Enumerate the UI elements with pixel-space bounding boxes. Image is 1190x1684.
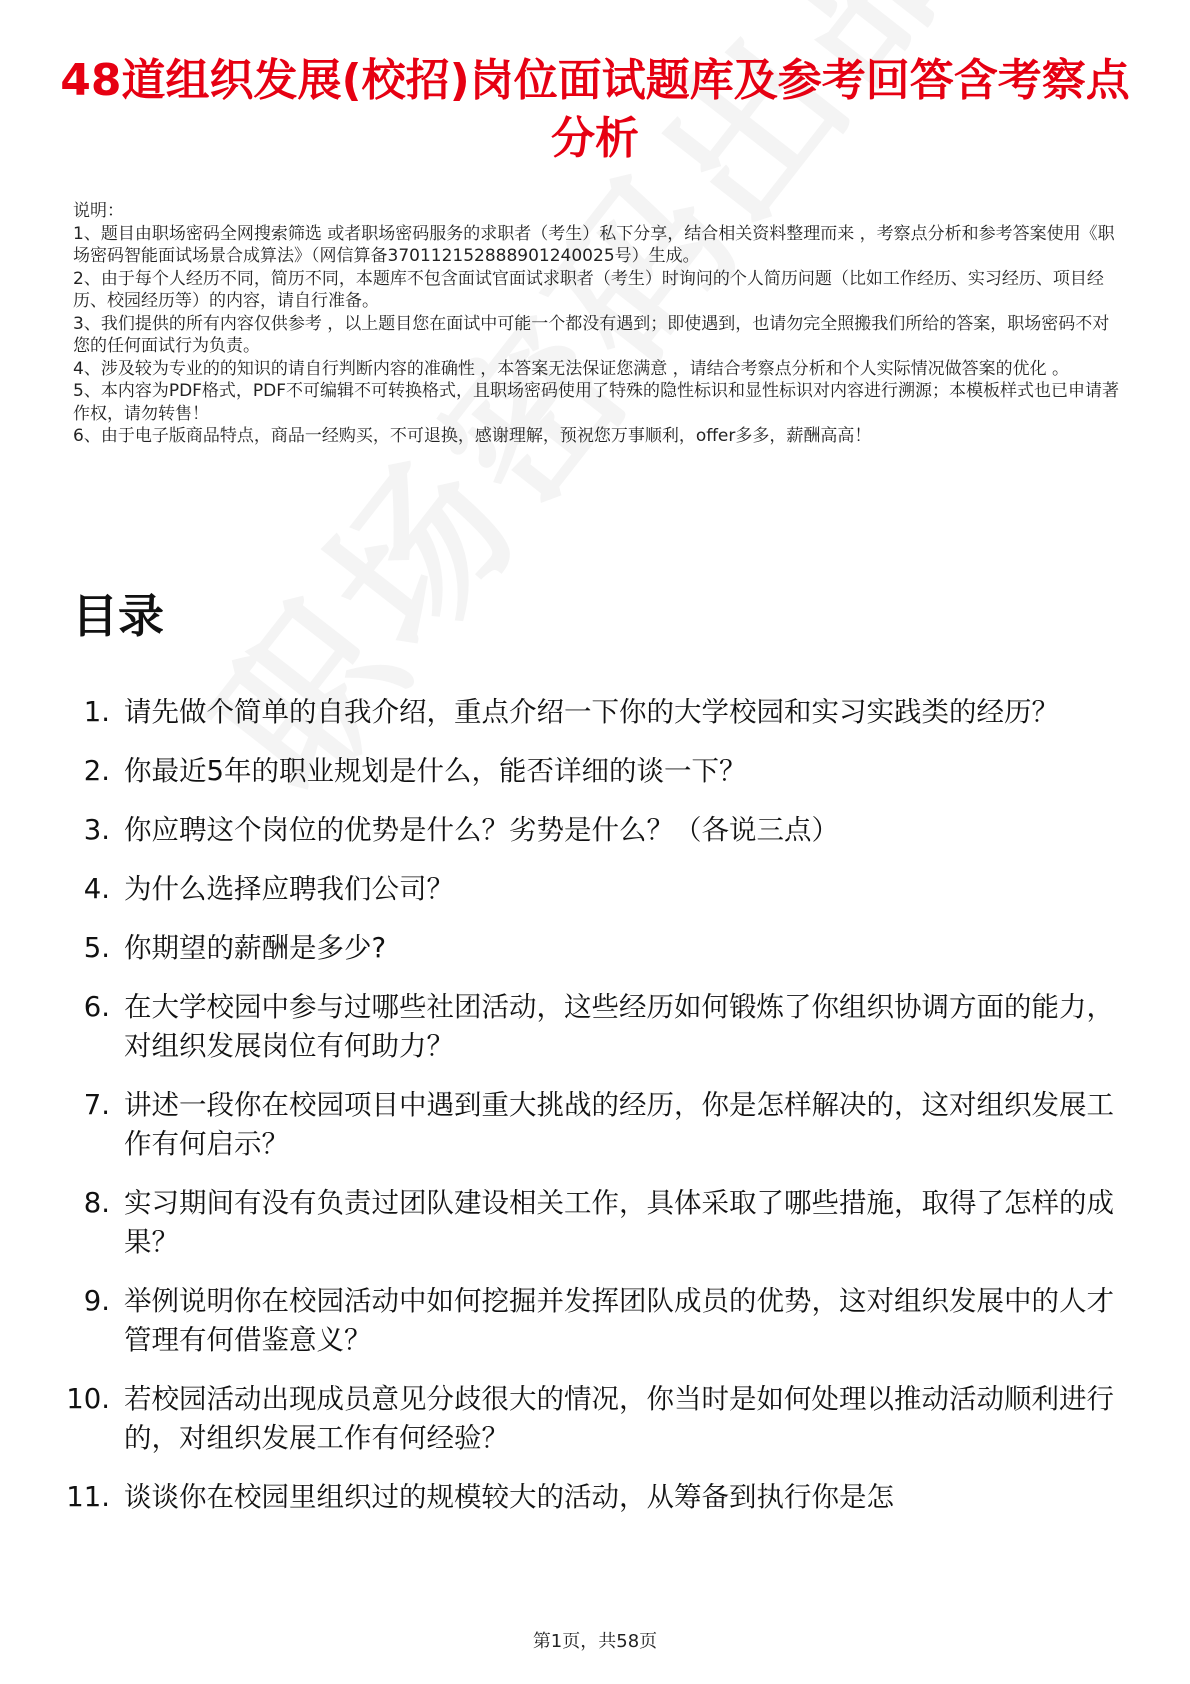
toc-item[interactable] [60, 1184, 1120, 1262]
toc-item-number: 3. [83, 814, 110, 846]
toc-item-text: 若校园活动出现成员意见分歧很大的情况，你当时是如何处理以推动活动顺利进行的，对组织发展工作有何经验？ [124, 1383, 1114, 1454]
toc-item[interactable] [60, 1380, 1120, 1458]
toc-item-number: 2. [83, 755, 110, 787]
toc-item-number: 11. [66, 1481, 110, 1513]
notes-heading: 说明： [73, 201, 124, 221]
toc-item[interactable] [60, 811, 1120, 850]
toc-item[interactable] [60, 988, 1120, 1066]
note-item: 3、我们提供的所有内容仅供参考 ，以上题目您在面试中可能一个都没有遇到；即使遇到，也请勿完全照搬我们所给的答案，职场密码不对您的任何面试行为负责。 [73, 313, 1110, 356]
document-title: 48道组织发展(校招)岗位面试题库及参考回答含考察点分析 [60, 55, 1130, 164]
toc-item-text: 实习期间有没有负责过团队建设相关工作，具体采取了哪些措施，取得了怎样的成果？ [124, 1187, 1114, 1258]
toc-item-number: 1. [83, 696, 110, 728]
toc-item-text: 谈谈你在校园里组织过的规模较大的活动，从筹备到执行你是怎 [124, 1481, 894, 1513]
toc-item-text: 请先做个简单的自我介绍，重点介绍一下你的大学校园和实习实践类的经历？ [124, 696, 1059, 728]
toc-item-number: 8. [83, 1187, 110, 1219]
toc-item-number: 6. [83, 991, 110, 1023]
note-item: 6、由于电子版商品特点，商品一经购买，不可退换，感谢理解，预祝您万事顺利，offer多多，薪酬高高！ [73, 426, 872, 446]
page-footer: 第1页，共58页 [532, 1631, 658, 1652]
toc-list [60, 693, 1120, 1537]
toc-item-number: 4. [83, 873, 110, 905]
toc-item[interactable] [60, 929, 1120, 968]
toc-item-number: 7. [83, 1089, 110, 1121]
note-item: 5、本内容为PDF格式，PDF不可编辑不可转换格式，且职场密码使用了特殊的隐性标识和显性标识对内容进行溯源；本模板样式也已申请著作权，请勿转售！ [73, 381, 1120, 424]
toc-item-text: 你最近5年的职业规划是什么，能否详细的谈一下？ [124, 755, 747, 787]
toc-item-text: 为什么选择应聘我们公司？ [124, 873, 454, 905]
toc-item[interactable] [60, 1282, 1120, 1360]
toc-item-text: 举例说明你在校园活动中如何挖掘并发挥团队成员的优势，这对组织发展中的人才管理有何借鉴意义？ [124, 1285, 1114, 1356]
toc-item-number: 10. [66, 1383, 110, 1415]
toc-item-text: 你期望的薪酬是多少? [124, 932, 387, 964]
toc-item-text: 在大学校园中参与过哪些社团活动，这些经历如何锻炼了你组织协调方面的能力，对组织发展岗位有何助力？ [124, 991, 1114, 1062]
toc-heading: 目录 [72, 589, 164, 643]
toc-item[interactable] [60, 870, 1120, 909]
toc-item-number: 5. [83, 932, 110, 964]
note-item: 4、涉及较为专业的的知识的请自行判断内容的准确性 ，本答案无法保证您满意 ，请结合考察点分析和个人实际情况做答案的优化 。 [73, 358, 1070, 379]
toc-item-text: 讲述一段你在校园项目中遇到重大挑战的经历，你是怎样解决的，这对组织发展工作有何启示？ [124, 1089, 1114, 1160]
toc-item[interactable] [60, 1478, 1120, 1517]
toc-item[interactable] [60, 1086, 1120, 1164]
toc-item-number: 9. [83, 1285, 110, 1317]
notes-section [73, 200, 1123, 448]
toc-item-text: 你应聘这个岗位的优势是什么？劣势是什么？（各说三点） [124, 814, 839, 846]
note-item: 1、题目由职场密码全网搜索筛选 或者职场密码服务的求职者（考生）私下分享，结合相关资料整理而来 ，考察点分析和参考答案使用《职场密码智能面试场景合成算法》（网信算备370112152888901240025号）生成。 [73, 223, 1115, 266]
toc-item[interactable] [60, 693, 1120, 732]
note-item: 2、由于每个人经历不同，简历不同，本题库不包含面试官面试求职者（考生）时询问的个人简历问题（比如工作经历、实习经历、项目经历、校园经历等）的内容，请自行准备。 [73, 268, 1104, 311]
toc-item[interactable] [60, 752, 1120, 791]
